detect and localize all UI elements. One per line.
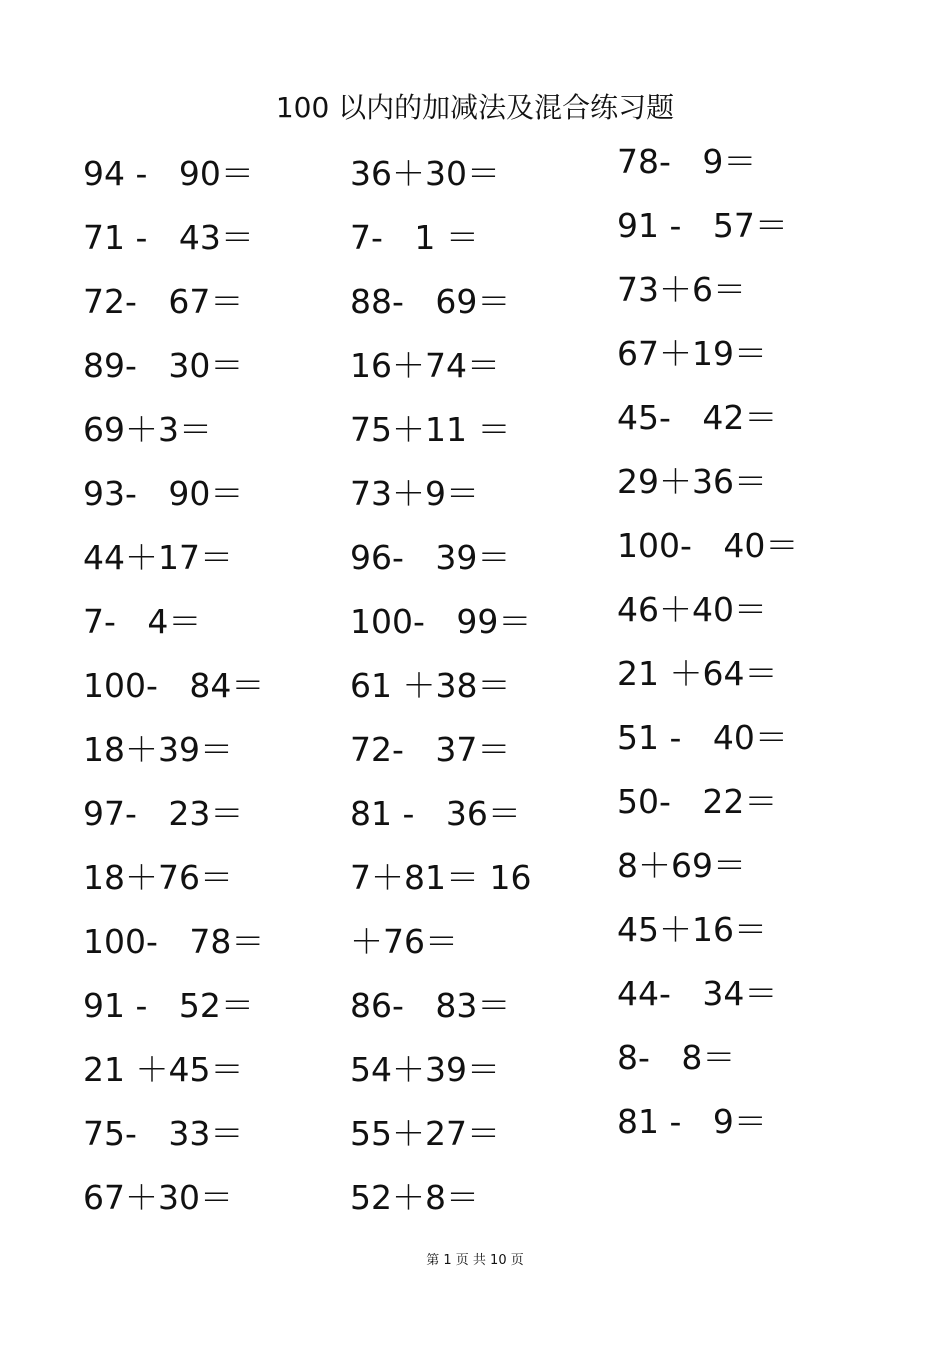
math-problem: 100- 84＝ xyxy=(83,666,265,705)
math-problem: 67＋19＝ xyxy=(617,334,767,373)
math-problem: 21 ＋45＝ xyxy=(83,1050,244,1089)
math-problem: 93- 90＝ xyxy=(83,474,244,513)
math-problem: 71 - 43＝ xyxy=(83,218,254,257)
math-problem: 45- 42＝ xyxy=(617,398,778,437)
math-problem: 69＋3＝ xyxy=(83,410,212,449)
math-problem: 67＋30＝ xyxy=(83,1178,233,1217)
math-problem: 100- 99＝ xyxy=(350,602,532,641)
math-problem: 7- 1 ＝ xyxy=(350,218,479,257)
math-problem: 73＋6＝ xyxy=(617,270,746,309)
math-problem: 97- 23＝ xyxy=(83,794,244,833)
math-problem: 81 - 9＝ xyxy=(617,1102,767,1141)
page-footer: 第 1 页 共 10 页 xyxy=(426,1253,524,1268)
math-problem: 18＋39＝ xyxy=(83,730,233,769)
math-problem: 91 - 57＝ xyxy=(617,206,788,245)
math-problem: 7＋81＝ 16 xyxy=(350,858,532,897)
problem-column-3 xyxy=(617,140,798,1164)
math-problem: 75- 33＝ xyxy=(83,1114,244,1153)
math-problem: 54＋39＝ xyxy=(350,1050,500,1089)
math-problem: ＋76＝ xyxy=(350,922,458,961)
math-problem: 52＋8＝ xyxy=(350,1178,479,1217)
math-problem: 55＋27＝ xyxy=(350,1114,500,1153)
math-problem: 16＋74＝ xyxy=(350,346,500,385)
math-problem: 73＋9＝ xyxy=(350,474,479,513)
problem-column-2 xyxy=(350,152,531,1240)
math-problem: 21 ＋64＝ xyxy=(617,654,778,693)
math-problem: 72- 37＝ xyxy=(350,730,511,769)
math-problem: 50- 22＝ xyxy=(617,782,778,821)
math-problem: 45＋16＝ xyxy=(617,910,767,949)
math-problem: 100- 40＝ xyxy=(617,526,799,565)
math-problem: 46＋40＝ xyxy=(617,590,767,629)
math-problem: 44＋17＝ xyxy=(83,538,233,577)
math-problem: 96- 39＝ xyxy=(350,538,511,577)
math-problem: 72- 67＝ xyxy=(83,282,244,321)
math-problem: 94 - 90＝ xyxy=(83,154,254,193)
math-problem: 86- 83＝ xyxy=(350,986,511,1025)
math-problem: 8- 8＝ xyxy=(617,1038,736,1077)
page-title: 100 以内的加减法及混合练习题 xyxy=(275,91,675,124)
math-problem: 18＋76＝ xyxy=(83,858,233,897)
math-problem: 89- 30＝ xyxy=(83,346,244,385)
math-problem: 91 - 52＝ xyxy=(83,986,254,1025)
math-problem: 88- 69＝ xyxy=(350,282,511,321)
math-problem: 81 - 36＝ xyxy=(350,794,521,833)
math-problem: 75＋11 ＝ xyxy=(350,410,511,449)
math-problem: 44- 34＝ xyxy=(617,974,778,1013)
math-problem: 8＋69＝ xyxy=(617,846,746,885)
math-problem: 100- 78＝ xyxy=(83,922,265,961)
math-problem: 51 - 40＝ xyxy=(617,718,788,757)
math-problem: 29＋36＝ xyxy=(617,462,767,501)
math-problem: 7- 4＝ xyxy=(83,602,202,641)
math-problem: 36＋30＝ xyxy=(350,154,500,193)
math-problem: 78- 9＝ xyxy=(617,142,757,181)
problem-column-1 xyxy=(83,152,264,1240)
math-problem: 61 ＋38＝ xyxy=(350,666,511,705)
